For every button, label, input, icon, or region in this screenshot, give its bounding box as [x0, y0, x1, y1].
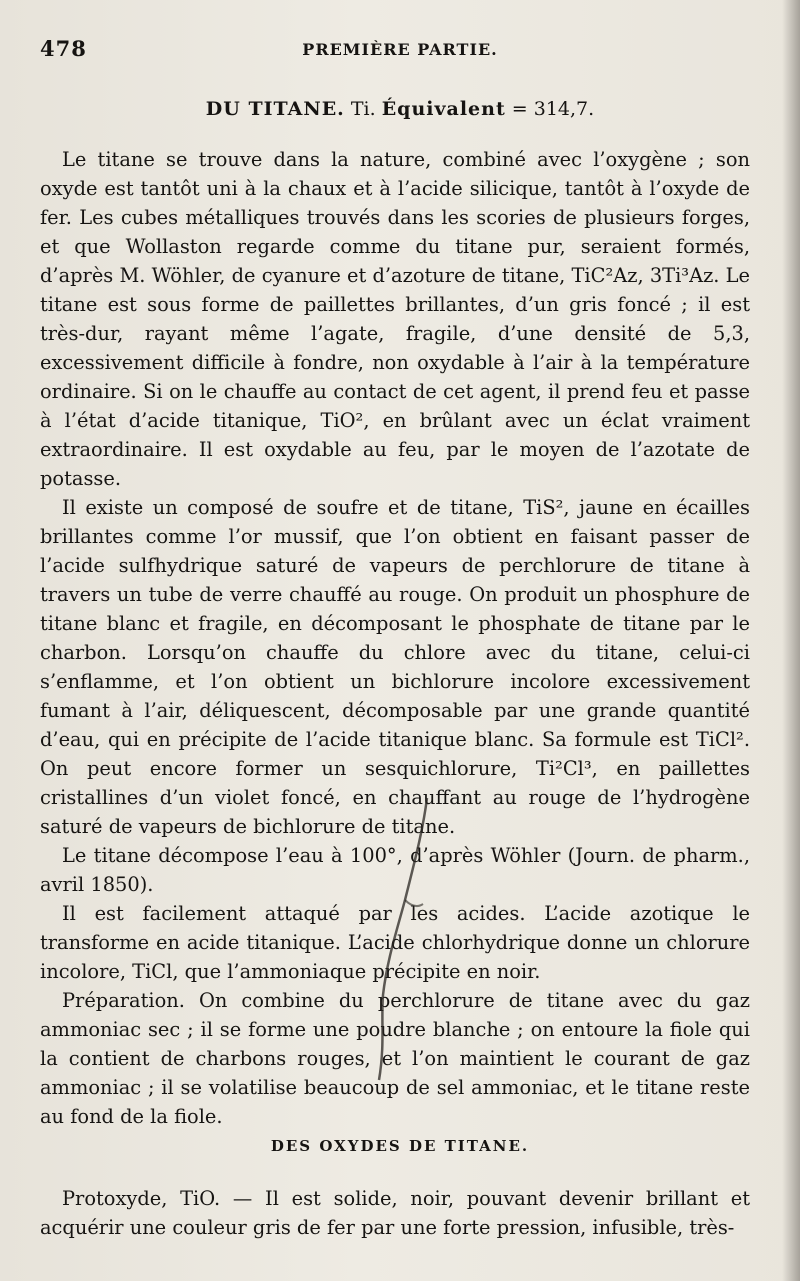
paragraph-4: Il est facilement attaqué par les acides. L’acide azotique le transforme en acide titanique. L’acide chlorhydrique donne un chlorure incolore, TiCl, que l’ammoniaque précipite en noir. [40, 902, 750, 983]
element-symbol: Ti. [350, 98, 376, 120]
paragraph-2: Il existe un composé de soufre et de titane, TiS², jaune en écailles brillantes comme l’or mussif, que l’on obtient en faisant passer de l’acide sulfhydrique saturé de vapeurs de perchlorure de titane à travers un tube de verre chauffé au rouge. On produit un phosphure de titane blanc et fragile, en décomposant le phosphate de titane par le charbon. Lorsqu’on chauffe du chlore avec du titane, celui-ci s’enflamme, et l’on obtient un bichlorure incolore excessivement fumant à l’air, déliquescent, décomposable par une grande quantité d’eau, qui en précipite de l’acide titanique blanc. Sa formule est TiCl². On peut encore former un sesquichlorure, Ti²Cl³, en paillettes cristallines d’un violet foncé, en chauffant au rouge de l’hydrogène saturé de vapeurs de bichlorure de titane. [40, 496, 750, 838]
page-number: 478 [40, 36, 87, 61]
protoxyde-paragraph: Protoxyde, TiO. — Il est solide, noir, pouvant devenir brillant et acquérir une couleur gris de fer par une forte pression, infusible, très- [40, 1187, 750, 1239]
section-heading: DES OXYDES DE TITANE. [270, 1137, 530, 1155]
paragraph-1: Le titane se trouve dans la nature, combiné avec l’oxygène ; son oxyde est tantôt uni à la chaux et à l’acide silicique, tantôt à l’oxyde de fer. Les cubes métalliques trouvés dans les scories de plusieurs forges, et que Wollaston regarde comme du titane pur, seraient formés, d’après M. Wöhler, de cyanure et d’azoture de titane, TiC²Az, 3Ti³Az. Le titane est sous forme de paillettes brillantes, d’un gris foncé ; il est très-dur, rayant même l’agate, fragile, d’une densité de 5,3, excessivement difficile à fondre, non oxydable à l’air à la température ordinaire. Si on le chauffe au contact de cet agent, il prend feu et passe à l’état d’acide titanique, TiO², en brûlant avec un éclat vraiment extraordinaire. Il est oxydable au feu, par le moyen de l’azotate de potasse. [40, 148, 750, 490]
running-head: PREMIÈRE PARTIE. [302, 40, 498, 59]
body-text [40, 145, 750, 1131]
page-header [40, 36, 760, 66]
paragraph-5: Préparation. On combine du perchlorure de titane avec du gaz ammoniac sec ; il se forme une poudre blanche ; on entoure la fiole qui la contient de charbons rouges, et l’on maintient le courant de gaz ammoniac ; il se volatilise beaucoup de sel ammoniac, et le titane reste au fond de la fiole. [40, 989, 750, 1128]
paragraph-3: Le titane décompose l’eau à 100°, d’après Wöhler (Journ. de pharm., avril 1850). [40, 844, 750, 896]
equivalent-label: Équivalent [381, 98, 506, 120]
article-title: DU TITANE. [205, 98, 345, 120]
article-heading [40, 98, 760, 120]
page-edge-shadow [782, 0, 800, 1281]
section-body [40, 1184, 750, 1242]
equivalent-value: = 314,7. [511, 98, 595, 120]
